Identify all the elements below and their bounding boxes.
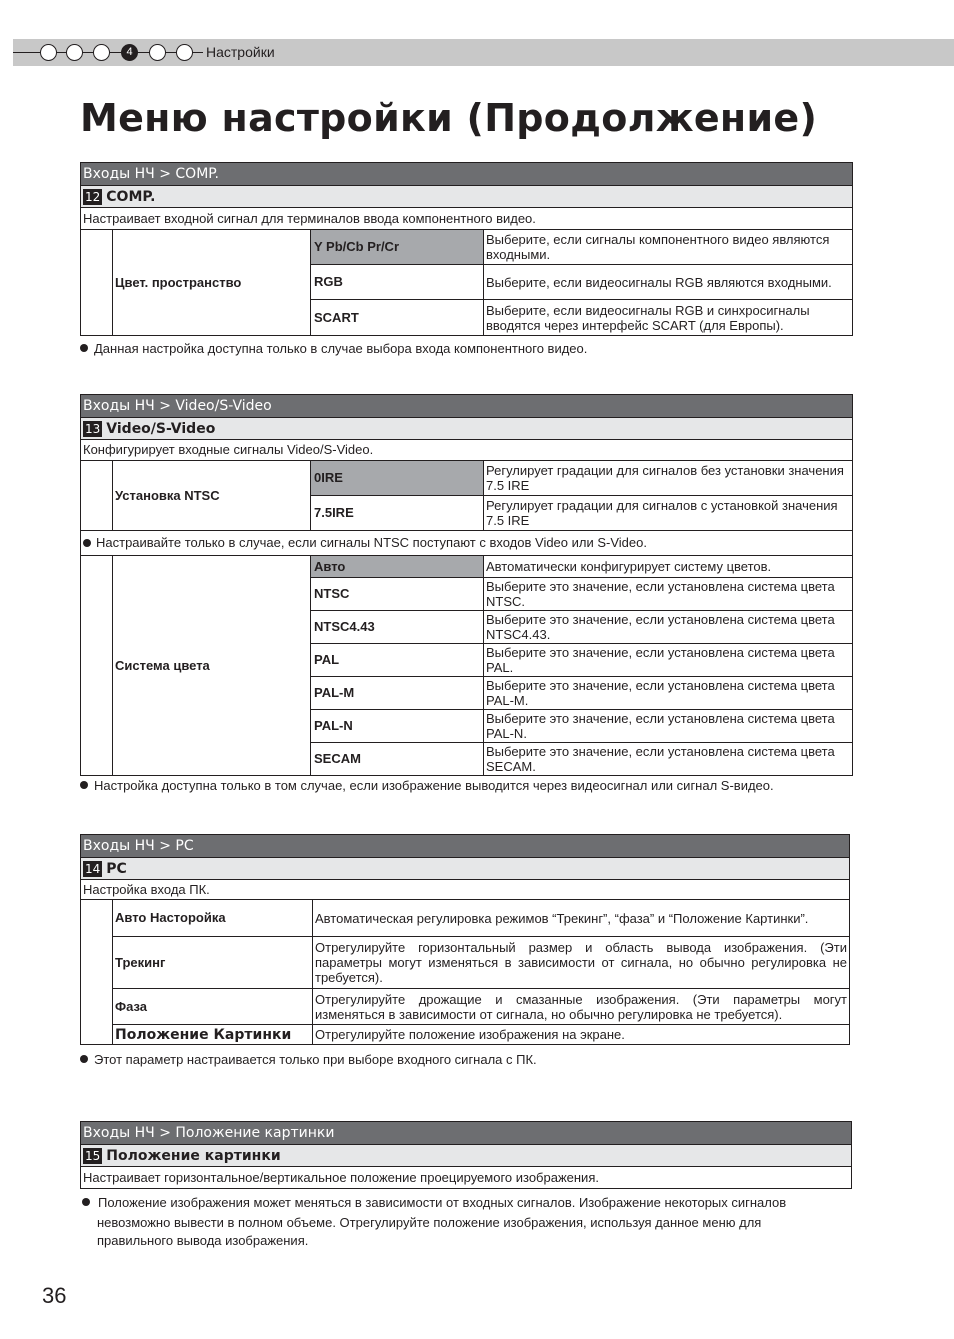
option-name: RGB <box>311 265 484 300</box>
section-name: COMP. <box>106 188 156 205</box>
param-description: Отрегулируйте горизонтальный размер и область вывода изображения. (Эти параметры могут изменяться в зависимости от сигнала, но обычно регулировка не требуется). <box>313 937 850 989</box>
top-nav-bar <box>13 39 954 66</box>
section-description: Настраивает горизонтальное/вертикальное положение проецируемого изображения. <box>81 1167 852 1189</box>
option-name: 7.5IRE <box>311 496 484 531</box>
option-description: Выберите это значение, если установлена система цвета PAL-N. <box>484 710 853 743</box>
section-subheader <box>81 418 853 440</box>
section-number: 13 <box>85 421 101 436</box>
option-description: Выберите это значение, если установлена система цвета NTSC4.43. <box>484 611 853 644</box>
option-description: Регулирует градации для сигналов с установкой значения 7.5 IRE <box>484 496 853 531</box>
section-number: 12 <box>85 189 101 204</box>
param-label: Трекинг <box>113 937 313 989</box>
section-description: Настройка входа ПК. <box>81 880 850 900</box>
option-name: PAL-M <box>311 677 484 710</box>
section-name: Video/S-Video <box>106 420 216 437</box>
option-description: Автоматически конфигурирует систему цветов. <box>484 556 853 578</box>
section-header: Входы НЧ > Положение картинки <box>81 1122 852 1145</box>
param-description: Автоматическая регулировка режимов “Трекинг”, “фаза” и “Положение Картинки”. <box>313 900 850 937</box>
pc-section-table <box>80 834 850 1045</box>
comp-section-table <box>80 162 853 336</box>
option-description: Выберите, если видеосигналы RGB и синхросигналы вводятся через интерфейс SCART (для Европы). <box>484 300 853 336</box>
option-name: 0IRE <box>311 461 484 496</box>
breadcrumb: Настройки <box>206 44 275 60</box>
param-label: Цвет. пространство <box>113 230 311 336</box>
blank-cell <box>81 461 113 531</box>
note-line: правильного вывода изображения. <box>97 1233 309 1248</box>
video-section-table <box>80 394 853 776</box>
step-circle <box>40 44 57 61</box>
page-number: 36 <box>42 1283 67 1308</box>
param-label: Система цвета <box>113 556 311 776</box>
option-name: NTSC <box>311 578 484 611</box>
option-description: Выберите это значение, если установлена система цвета NTSC. <box>484 578 853 611</box>
step-circle <box>93 44 110 61</box>
bullet-icon <box>83 539 91 547</box>
option-name: Y Pb/Cb Pr/Cr <box>311 230 484 265</box>
option-name: PAL-N <box>311 710 484 743</box>
bullet-icon <box>82 1198 90 1206</box>
param-label: Положение Картинки <box>113 1025 313 1045</box>
section-subheader <box>81 1145 852 1167</box>
section-header: Входы НЧ > COMP. <box>81 163 853 186</box>
note <box>80 1194 786 1212</box>
section-number: 14 <box>85 861 101 876</box>
section-name: PC <box>106 860 127 877</box>
step-circle <box>176 44 193 61</box>
option-name: NTSC4.43 <box>311 611 484 644</box>
page-title: Меню настройки (Продолжение) <box>80 96 818 140</box>
step-circle <box>149 44 166 61</box>
param-description: Отрегулируйте дрожащие и смазанные изображения. (Эти параметры могут изменяться в зависимости от сигнала, но обычно регулировка не требуется). <box>313 989 850 1025</box>
step-circle <box>66 44 83 61</box>
section-header: Входы НЧ > PC <box>81 835 850 858</box>
bullet-icon <box>80 344 88 352</box>
note <box>80 1051 537 1069</box>
option-description: Выберите, если видеосигналы RGB являются входными. <box>484 265 853 300</box>
note-text: Настраивайте только в случае, если сигналы NTSC поступают с входов Video или S-Video. <box>96 535 647 550</box>
note <box>80 340 587 358</box>
bullet-icon <box>80 1055 88 1063</box>
option-description: Выберите это значение, если установлена система цвета PAL-M. <box>484 677 853 710</box>
inline-note <box>81 531 853 556</box>
blank-cell <box>81 230 113 336</box>
position-section-table <box>80 1121 852 1189</box>
param-label: Установка NTSC <box>113 461 311 531</box>
option-description: Выберите, если сигналы компонентного видео являются входными. <box>484 230 853 265</box>
section-description: Настраивает входной сигнал для терминалов ввода компонентного видео. <box>81 208 853 230</box>
section-subheader <box>81 186 853 208</box>
option-description: Выберите это значение, если установлена система цвета PAL. <box>484 644 853 677</box>
note-text: Данная настройка доступна только в случае выбора входа компонентного видео. <box>94 341 588 356</box>
blank-cell <box>81 556 113 776</box>
blank-cell <box>81 900 113 1045</box>
section-name: Положение картинки <box>106 1147 281 1164</box>
param-label: Авто Насторойка <box>113 900 313 937</box>
option-name: SECAM <box>311 743 484 776</box>
note-text: Положение изображения может меняться в зависимости от входных сигналов. Изображение некоторых сигналов <box>98 1195 787 1210</box>
section-number: 15 <box>85 1148 101 1163</box>
option-name: PAL <box>311 644 484 677</box>
note-line <box>80 1194 786 1212</box>
section-description: Конфигурирует входные сигналы Video/S-Video. <box>81 440 853 461</box>
option-name: SCART <box>311 300 484 336</box>
step-circle-active: 4 <box>121 44 138 61</box>
bullet-icon <box>80 781 88 789</box>
note-text: Этот параметр настраивается только при выборе входного сигнала с ПК. <box>94 1052 537 1067</box>
note-text: Настройка доступна только в том случае, если изображение выводится через видеосигнал или сигнал S-видео. <box>94 778 774 793</box>
option-description: Регулирует градации для сигналов без установки значения 7.5 IRE <box>484 461 853 496</box>
note-line: невозможно вывести в полном объеме. Отрегулируйте положение изображения, используя данное меню для <box>97 1215 762 1230</box>
section-header: Входы НЧ > Video/S-Video <box>81 395 853 418</box>
note <box>80 777 774 795</box>
param-label: Фаза <box>113 989 313 1025</box>
param-description: Отрегулируйте положение изображения на экране. <box>313 1025 850 1045</box>
option-description: Выберите это значение, если установлена система цвета SECAM. <box>484 743 853 776</box>
section-subheader <box>81 858 850 880</box>
option-name: Авто <box>311 556 484 578</box>
